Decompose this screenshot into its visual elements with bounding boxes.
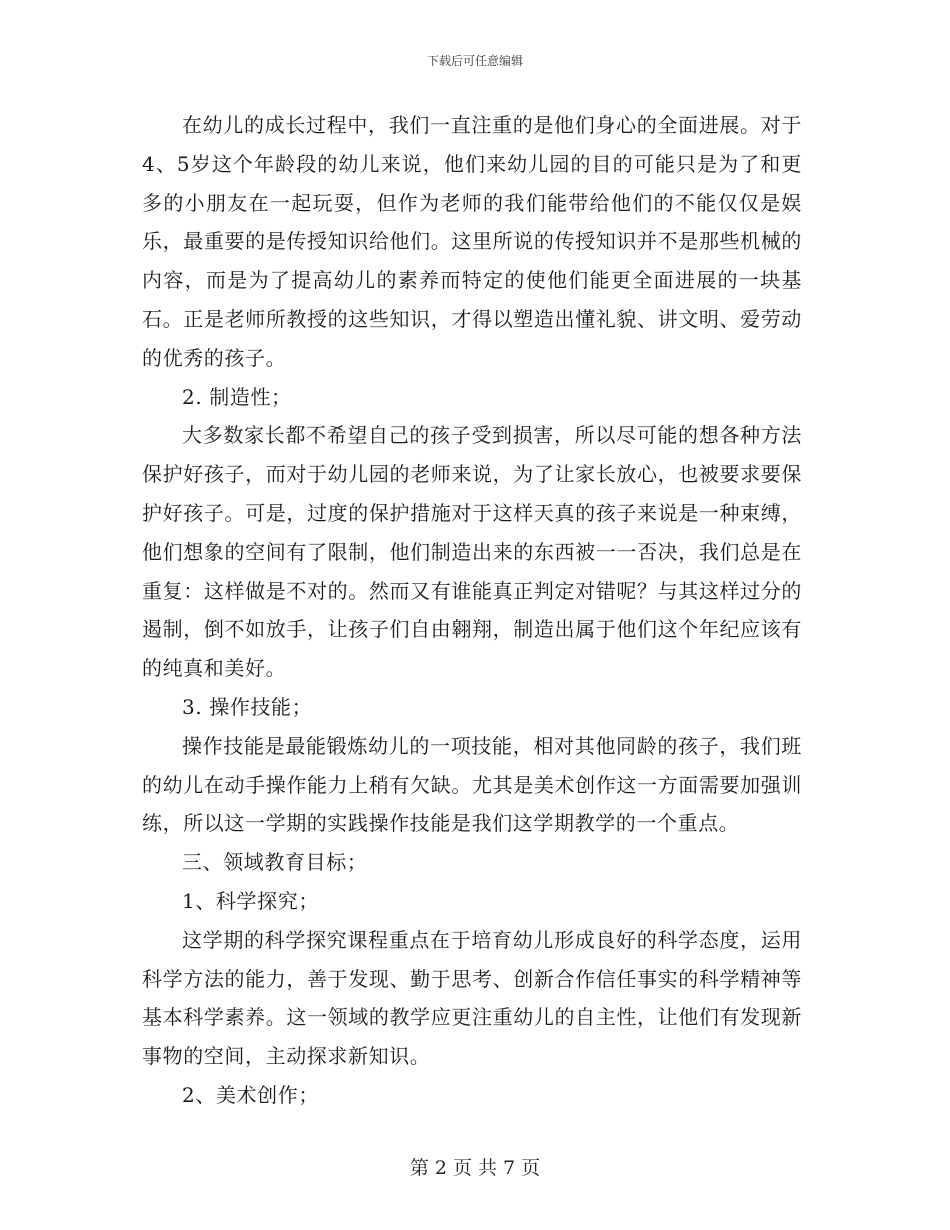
section-heading: 2. 制造性； [182, 384, 292, 409]
body-paragraph: 操作技能是最能锻炼幼儿的一项技能，相对其他同龄的孩子，我们班的幼儿在动手操作能力上稍有欠缺。尤其是美术创作这一方面需要加强训练，所以这一学期的实践操作技能是我们这学期教学的一个重点。 [142, 733, 802, 836]
page-footer: 第 2 页 共 7 页 [409, 1157, 541, 1179]
document-body [142, 106, 802, 1115]
section-heading: 3. 操作技能； [182, 694, 313, 719]
page-header: 下载后可任意编辑 [426, 54, 523, 68]
subsection-heading: 2、美术创作； [182, 1082, 319, 1107]
body-paragraph: 在幼儿的成长过程中，我们一直注重的是他们身心的全面进展。对于4、5岁这个年龄段的幼儿来说，他们来幼儿园的目的可能只是为了和更多的小朋友在一起玩耍，但作为老师的我们能带给他们的不能仅仅是娱乐，最重要的是传授知识给他们。这里所说的传授知识并不是那些机械的内容，而是为了提高幼儿的素养而特定的使他们能更全面进展的一块基石。正是老师所教授的这些知识，才得以塑造出懂礼貌、讲文明、爱劳动的优秀的孩子。 [142, 113, 802, 370]
body-paragraph: 大多数家长都不希望自己的孩子受到损害，所以尽可能的想各种方法保护好孩子，而对于幼儿园的老师来说，为了让家长放心，也被要求要保护好孩子。可是，过度的保护措施对于这样天真的孩子来说是一种束缚，他们想象的空间有了限制，他们制造出来的东西被一一否决，我们总是在重复：这样做是不对的。然而又有谁能真正判定对错呢？与其这样过分的遏制，倒不如放手，让孩子们自由翱翔，制造出属于他们这个年纪应该有的纯真和美好。 [142, 423, 802, 681]
subsection-heading: 1、科学探究； [182, 888, 319, 913]
section-heading: 三、领域教育目标； [182, 850, 368, 875]
body-paragraph: 这学期的科学探究课程重点在于培育幼儿形成良好的科学态度，运用科学方法的能力，善于发现、勤于思考、创新合作信任事实的科学精神等基本科学素养。这一领域的教学应更注重幼儿的自主性，让他们有发现新事物的空间，主动探求新知识。 [142, 927, 802, 1069]
